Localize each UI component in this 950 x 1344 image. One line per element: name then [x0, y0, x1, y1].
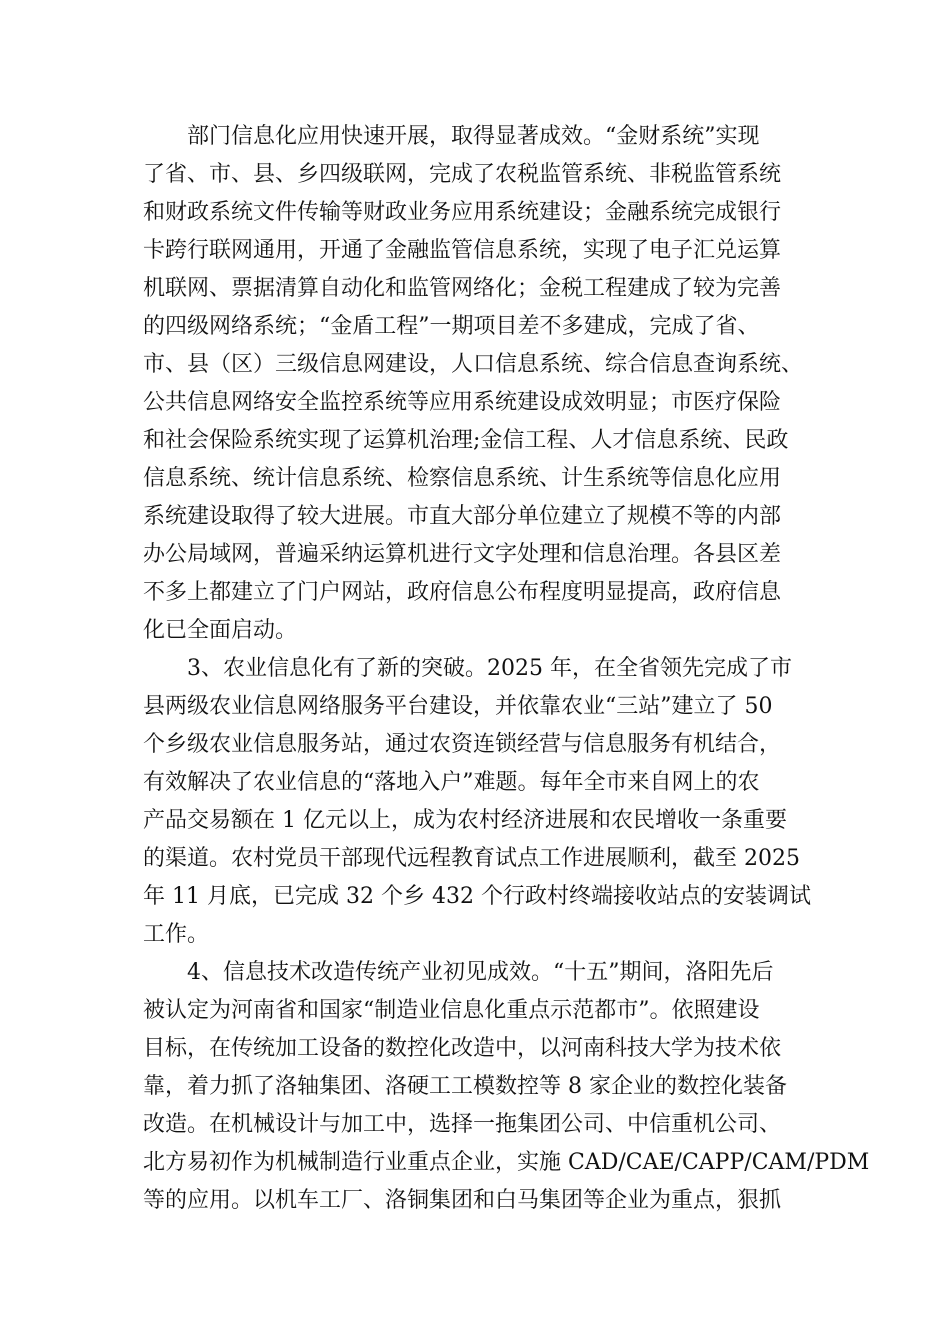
text-line: 年 11 月底，已完成 32 个乡 432 个行政村终端接收站点的安装调试 [143, 884, 811, 909]
text-line: 系统建设取得了较大进展。市直大部分单位建立了规模不等的内部 [143, 504, 782, 529]
text-line: 3、农业信息化有了新的突破。2025 年，在全省领先完成了市 [187, 656, 792, 681]
text-line: 的四级网络系统；“金盾工程”一期项目差不多建成，完成了省、 [143, 314, 760, 339]
text-line: 县两级农业信息网络服务平台建设，并依靠农业“三站”建立了 50 [143, 694, 773, 719]
text-line: 和财政系统文件传输等财政业务应用系统建设；金融系统完成银行 [143, 200, 782, 225]
text-line: 了省、市、县、乡四级联网，完成了农税监管系统、非税监管系统 [143, 162, 782, 187]
text-line: 化已全面启动。 [143, 618, 298, 643]
text-line: 机联网、票据清算自动化和监管网络化；金税工程建成了较为完善 [143, 276, 782, 301]
text-line: 的渠道。农村党员干部现代远程教育试点工作进展顺利，截至 2025 [143, 846, 800, 871]
document-body [143, 118, 870, 1220]
text-line: 个乡级农业信息服务站，通过农资连锁经营与信息服务有机结合， [143, 732, 782, 757]
text-line: 有效解决了农业信息的“落地入户”难题。每年全市来自网上的农 [143, 770, 760, 795]
text-line: 工作。 [143, 922, 210, 947]
text-line: 卡跨行联网通用，开通了金融监管信息系统，实现了电子汇兑运算 [143, 238, 782, 263]
text-line: 靠，着力抓了洛轴集团、洛硬工工模数控等 8 家企业的数控化装备 [143, 1074, 787, 1099]
paragraph-industry-transformation [143, 954, 870, 1220]
text-line: 改造。在机械设计与加工中，选择一拖集团公司、中信重机公司、 [143, 1112, 782, 1137]
text-line: 被认定为河南省和国家“制造业信息化重点示范都市”。依照建设 [143, 998, 760, 1023]
paragraph-agriculture-informatization [143, 650, 811, 954]
text-line: 4、信息技术改造传统产业初见成效。“十五”期间，洛阳先后 [187, 960, 774, 985]
text-line: 公共信息网络安全监控系统等应用系统建设成效明显；市医疗保险 [143, 390, 782, 415]
text-line: 等的应用。以机车工厂、洛铜集团和白马集团等企业为重点，狠抓 [143, 1188, 782, 1213]
text-line: 北方易初作为机械制造行业重点企业，实施 CAD/CAE/CAPP/CAM/PDM [143, 1150, 870, 1175]
text-line: 信息系统、统计信息系统、检察信息系统、计生系统等信息化应用 [143, 466, 782, 491]
text-line: 产品交易额在 1 亿元以上，成为农村经济进展和农民增收一条重要 [143, 808, 787, 833]
text-line: 目标，在传统加工设备的数控化改造中，以河南科技大学为技术依 [143, 1036, 782, 1061]
text-line: 和社会保险系统实现了运算机治理;金信工程、人才信息系统、民政 [143, 428, 789, 453]
text-line: 市、县（区）三级信息网建设，人口信息系统、综合信息查询系统、 [143, 352, 804, 377]
paragraph-government-informatization [143, 118, 808, 650]
text-line: 办公局域网，普遍采纳运算机进行文字处理和信息治理。各县区差 [143, 542, 782, 567]
text-line: 不多上都建立了门户网站，政府信息公布程度明显提高，政府信息 [143, 580, 782, 605]
text-line: 部门信息化应用快速开展，取得显著成效。“金财系统”实现 [187, 124, 760, 149]
